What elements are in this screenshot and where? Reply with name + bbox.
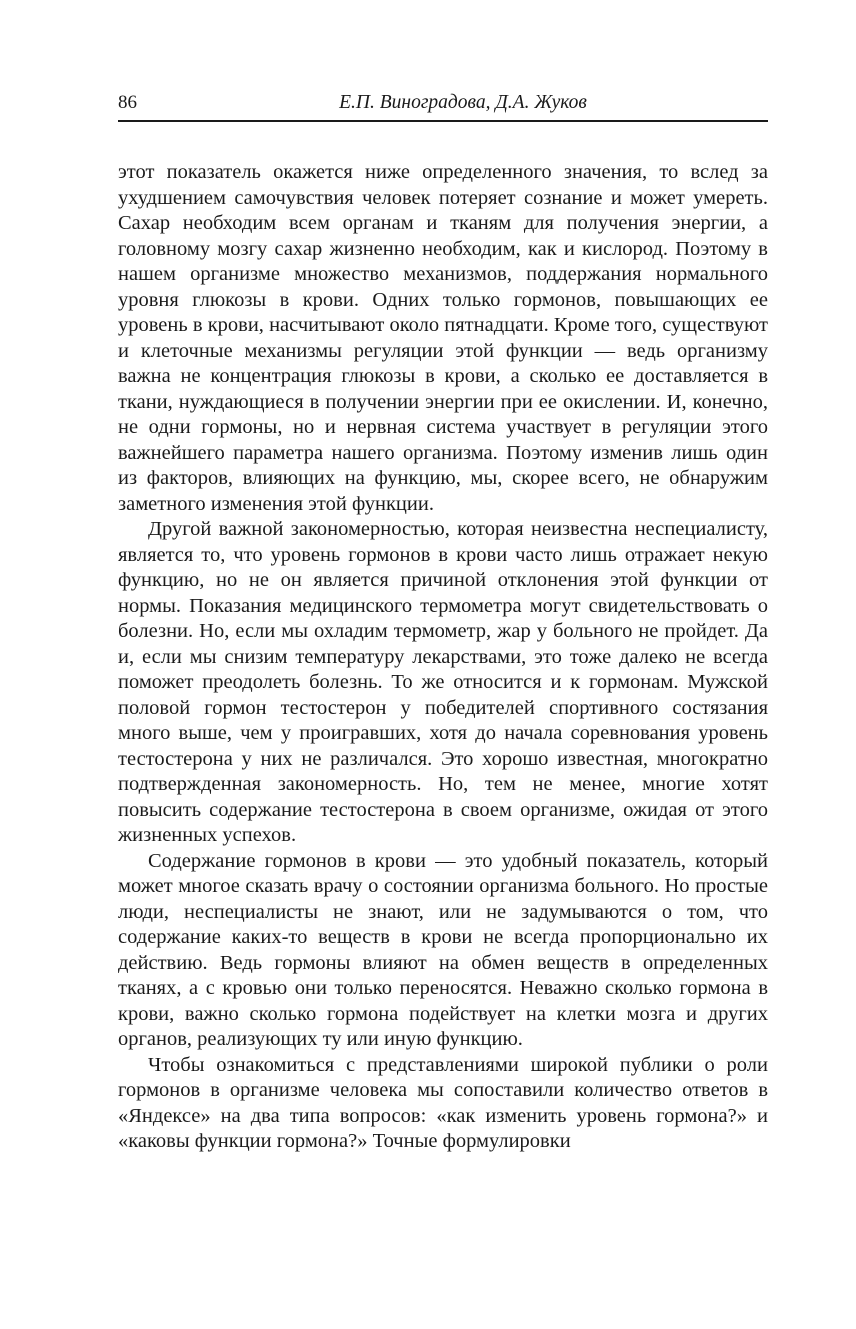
paragraph-3: Содержание гормонов в крови — это удобный показатель, который может многое сказать врачу о состоянии организма больного. Но простые люди, неспециалисты не знают, или не задумываются о том, что содержание каких-то веществ в крови не всегда пропорционально их действию. Ведь гормоны влияют на обмен веществ в определенных тканях, а с кровью они только переносятся. Неважно сколько гормона в крови, важно сколько гормона подействует на клетки мозга и других органов, реализующих ту или иную функцию. <box>118 849 768 1050</box>
running-title: Е.П. Виноградова, Д.А. Жуков <box>339 92 587 113</box>
paragraph-1: этот показатель окажется ниже определенного значения, то вслед за ухудшением самочувствия человек потеряет сознание и может умереть. Сахар необходим всем органам и тканям для получения энергии, а головному мозгу сахар жизненно необходим, как и кислород. Поэтому в нашем организме множество механизмов, поддержания нормального уровня глюкозы в крови. Одних только гормонов, повышающих ее уровень в крови, насчитывают около пятнадцати. Кроме того, существуют и клеточные механизмы регуляции этой функции — ведь организму важна не концентрация глюкозы в крови, а сколько ее доставляется в ткани, нуждающиеся в получении энергии при ее окислении. И, конечно, не одни гормоны, но и нервная система участвует в регуляции этого важнейшего параметра нашего организма. Поэтому изменив лишь один из факторов, влияющих на функцию, мы, скорее всего, не обнаружим заметного изменения этой функции. <box>118 161 768 515</box>
page-header <box>118 88 768 122</box>
body-text <box>118 160 768 1155</box>
paragraph-4: Чтобы ознакомиться с представлениями широкой публики о роли гормонов в организме человека мы сопоставили количество ответов в «Яндексе» на два типа вопросов: «как изменить уровень гормона?» и «каковы функции гормона?» Точные формулировки <box>118 1053 768 1152</box>
paragraph-2: Другой важной закономерностью, которая неизвестна неспециалисту, является то, что уровень гормонов в крови часто лишь отражает некую функцию, но не он является причиной отклонения этой функции от нормы. Показания медицинского термометра могут свидетельствовать о болезни. Но, если мы охладим термометр, жар у больного не пройдет. Да и, если мы снизим температуру лекарствами, это тоже далеко не всегда поможет преодолеть болезнь. То же относится и к гормонам. Мужской половой гормон тестостерон у победителей спортивного состязания много выше, чем у проигравших, хотя до начала соревнования уровень тестостерона у них не различался. Это хорошо известная, многократно подтвержденная закономерность. Но, тем не менее, многие хотят повысить содержание тестостерона в своем организме, ожидая от этого жизненных успехов. <box>118 518 768 846</box>
page-number: 86 <box>118 92 137 113</box>
